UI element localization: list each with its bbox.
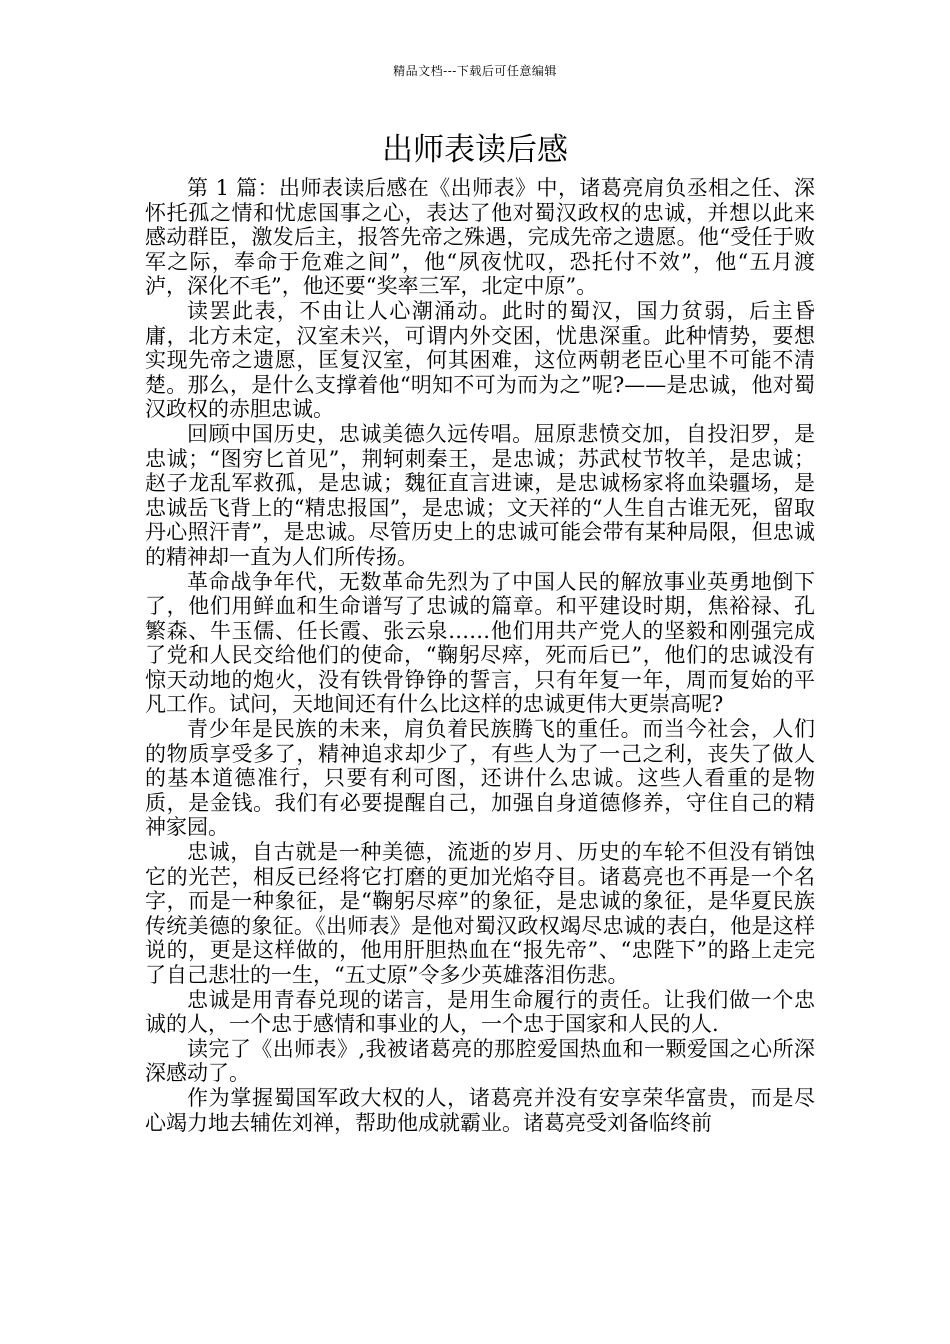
paragraph-1: 第 1 篇：出师表读后感在《出师表》中，诸葛亮肩负丞相之任、深怀托孤之情和忧虑国事之心，表达了他对蜀汉政权的忠诚，并想以此来感动群臣，激发后主，报答先帝之殊遇，完成先帝之遗愿。他“受任于败军之际，奉命于危难之间”，他“夙夜忧叹，恐托付不效”，他“五月渡泸，深化不毛”，他还要“奖率三军，北定中原”。 xyxy=(145,176,815,299)
paragraph-6: 忠诚，自古就是一种美德，流逝的岁月、历史的车轮不但没有销蚀它的光芒，相反已经将它打磨的更加光焰夺目。诸葛亮也不再是一个名字，而是一种象征，是“鞠躬尽瘁”的象征，是忠诚的象征，是华夏民族传统美德的象征。《出师表》是他对蜀汉政权竭尽忠诚的表白，他是这样说的，更是这样做的，他用肝胆热血在“报先帝”、“忠陛下”的路上走完了自己悲壮的一生，“五丈原”令多少英雄落泪伤悲。 xyxy=(145,840,815,987)
paragraph-3: 回顾中国历史，忠诚美德久远传唱。屈原悲愤交加，自投汨罗，是忠诚；“图穷匕首见”，荆轲刺秦王，是忠诚；苏武杖节牧羊，是忠诚；赵子龙乱军救孤，是忠诚；魏征直言进谏，是忠诚杨家将血染疆场，是忠诚岳飞背上的“精忠报国”，是忠诚；文天祥的“人生自古谁无死，留取丹心照汗青”，是忠诚。尽管历史上的忠诚可能会带有某种局限，但忠诚的精神却一直为人们所传扬。 xyxy=(145,421,815,569)
document-title: 出师表读后感 xyxy=(382,132,568,168)
paragraph-8: 读完了《出师表》,我被诸葛亮的那腔爱国热血和一颗爱国之心所深深感动了。 xyxy=(145,1036,815,1086)
paragraph-9: 作为掌握蜀国军政大权的人，诸葛亮并没有安享荣华富贵，而是尽心竭力地去辅佐刘禅，帮助他成就霸业。诸葛亮受刘备临终前 xyxy=(145,1085,815,1135)
document-body xyxy=(145,176,815,1135)
paragraph-2: 读罢此表，不由让人心潮涌动。此时的蜀汉，国力贫弱，后主昏庸，北方未定，汉室未兴，可谓内外交困，忧患深重。此种情势，要想实现先帝之遗愿，匡复汉室，何其困难，这位两朝老臣心里不可能不清楚。那么，是什么支撑着他“明知不可为而为之”呢?——是忠诚，他对蜀汉政权的赤胆忠诚。 xyxy=(145,298,815,422)
paragraph-7: 忠诚是用青春兑现的诺言，是用生命履行的责任。让我们做一个忠诚的人，一个忠于感情和事业的人，一个忠于国家和人民的人. xyxy=(145,987,815,1037)
paragraph-4: 革命战争年代，无数革命先烈为了中国人民的解放事业英勇地倒下了，他们用鲜血和生命谱写了忠诚的篇章。和平建设时期，焦裕禄、孔繁森、牛玉儒、任长霞、张云泉……他们用共产党人的坚毅和刚强完成了党和人民交给他们的使命，“鞠躬尽瘁，死而后已”，他们的忠诚没有惊天动地的炮火，没有铁骨铮铮的誓言，只有年复一年，周而复始的平凡工作。试问，天地间还有什么比这样的忠诚更伟大更崇高呢? xyxy=(145,569,815,717)
header-note: 精品文档---下载后可任意编辑 xyxy=(393,64,557,78)
paragraph-5: 青少年是民族的未来，肩负着民族腾飞的重任。而当今社会，人们的物质享受多了，精神追求却少了，有些人为了一己之利，丧失了做人的基本道德准行，只要有利可图，还讲什么忠诚。这些人看重的是物质，是金钱。我们有必要提醒自己，加强自身道德修养，守住自己的精神家园。 xyxy=(145,717,815,840)
